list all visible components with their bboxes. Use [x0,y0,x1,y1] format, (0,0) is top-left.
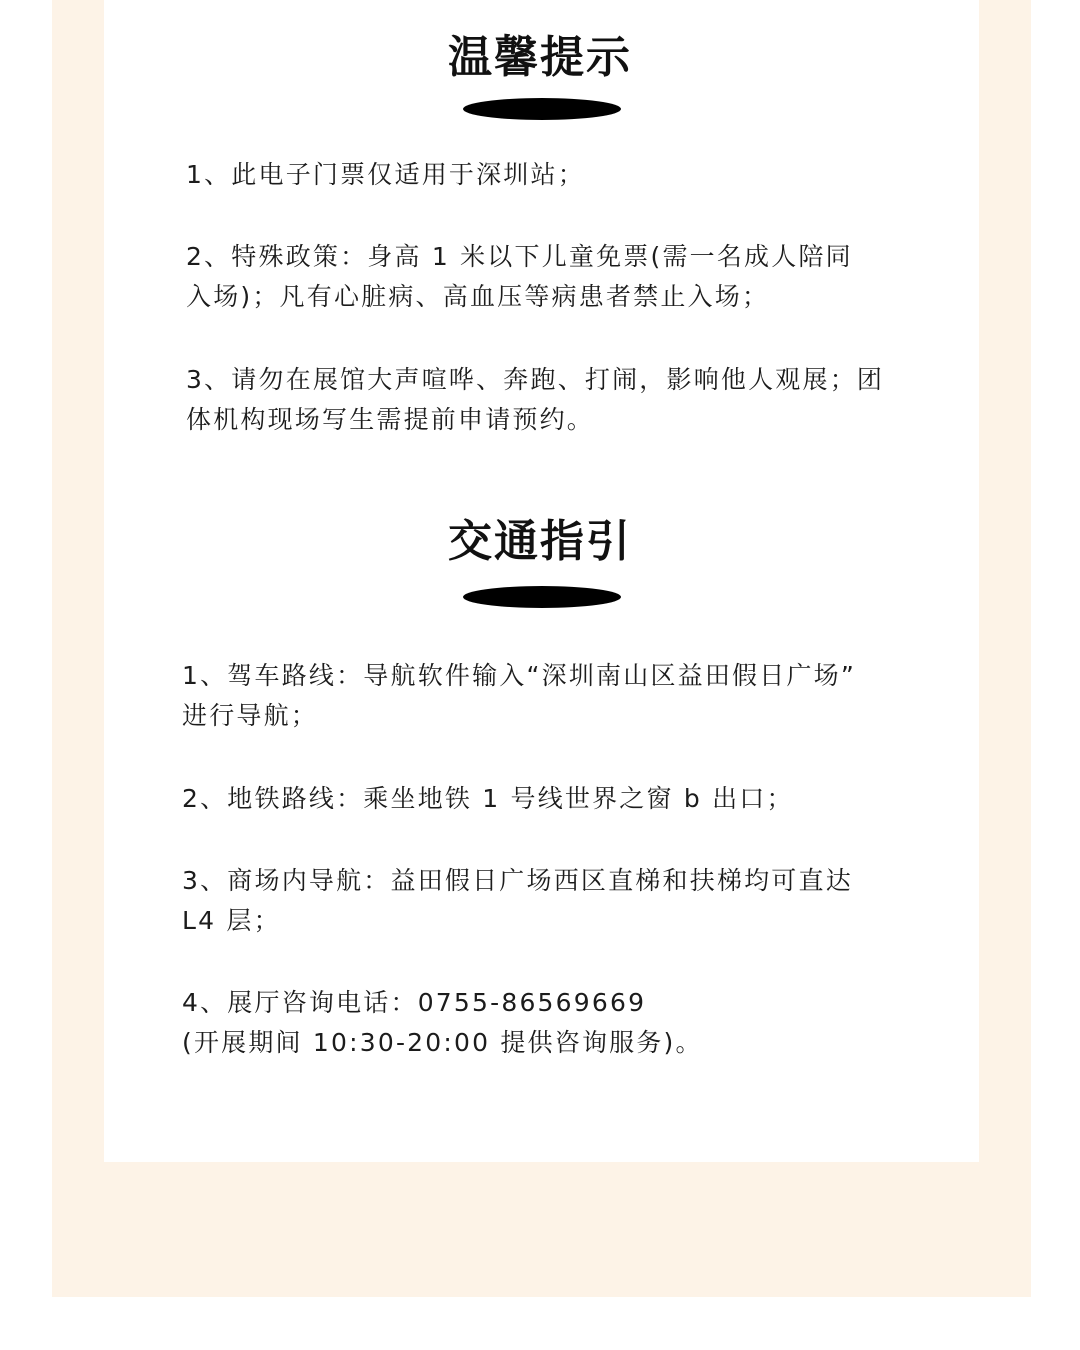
tips-item-1 [186,155,585,195]
tips-item-2-line-2: 入场)；凡有心脏病、高血压等病患者禁止入场； [186,282,770,311]
tips-item-3 [186,360,884,440]
transport-item-4-line-2: (开展期间 10:30-20:00 提供咨询服务)。 [182,1028,703,1057]
tips-item-2 [186,237,853,317]
transport-item-3 [182,861,853,941]
tips-item-1-line-1: 1、此电子门票仅适用于深圳站； [186,160,585,189]
transport-item-2-line-1: 2、地铁路线：乘坐地铁 1 号线世界之窗 b 出口； [182,784,794,813]
transport-item-1 [182,656,856,736]
tips-item-2-line-1: 2、特殊政策：身高 1 米以下儿童免票(需一名成人陪同 [186,242,853,271]
transport-item-3-line-2: L4 层； [182,906,281,935]
tips-title-underline [463,98,621,120]
tips-item-3-line-2: 体机构现场写生需提前申请预约。 [186,405,595,434]
transport-item-1-line-2: 进行导航； [182,701,319,730]
transport-item-3-line-1: 3、商场内导航：益田假日广场西区直梯和扶梯均可直达 [182,866,853,895]
tips-title: 温馨提示 [448,32,632,83]
transport-title: 交通指引 [448,516,632,567]
transport-item-4 [182,983,703,1063]
transport-item-2 [182,779,794,819]
tips-item-3-line-1: 3、请勿在展馆大声喧哗、奔跑、打闹，影响他人观展；团 [186,365,885,394]
transport-item-1-line-1: 1、驾车路线：导航软件输入“深圳南山区益田假日广场” [182,661,857,690]
transport-title-underline [463,586,621,608]
transport-item-4-line-1: 4、展厅咨询电话：0755-86569669 [182,988,647,1017]
